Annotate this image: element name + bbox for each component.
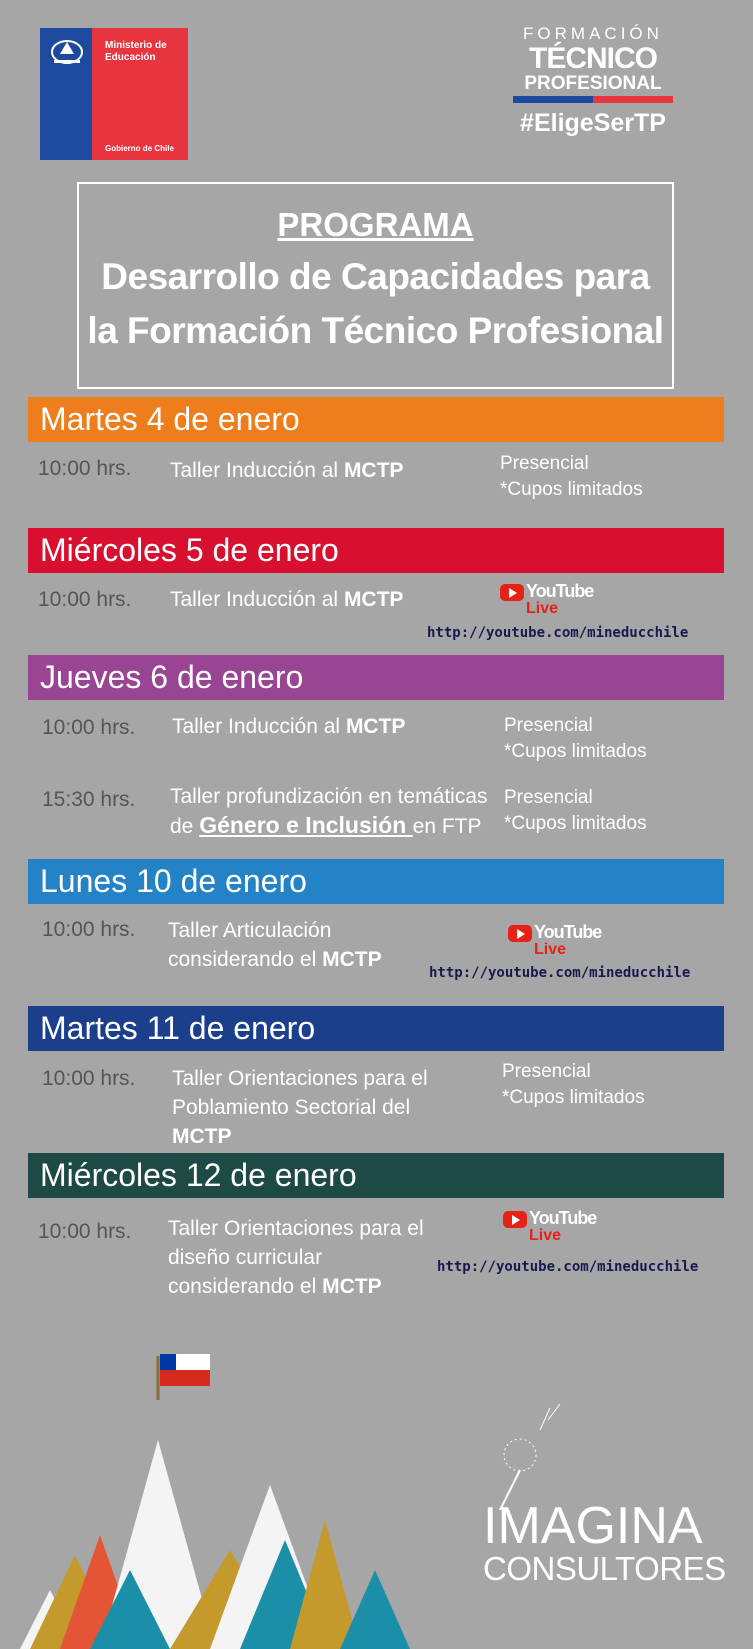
day-bar-1: Martes 4 de enero xyxy=(28,397,724,442)
mode-cupos: *Cupos limitados xyxy=(504,813,647,834)
youtube-icon xyxy=(503,1211,527,1228)
consultores-text: CONSULTORES xyxy=(483,1550,726,1587)
session-mode xyxy=(504,785,647,837)
program-title xyxy=(79,250,672,358)
mode-presencial: Presencial xyxy=(502,1061,591,1082)
desc-text: de xyxy=(170,815,200,838)
desc-line1: Taller profundización en temáticas xyxy=(170,785,488,808)
day-bar-5: Martes 11 de enero xyxy=(28,1006,724,1051)
session-mode xyxy=(504,713,647,765)
day-bar-4: Lunes 10 de enero xyxy=(28,859,724,904)
youtube-icon xyxy=(508,925,532,942)
session-desc xyxy=(168,916,382,974)
day-bar-3: Jueves 6 de enero xyxy=(28,655,724,700)
mountains-illustration xyxy=(20,1340,440,1649)
hashtag: #EligeSerTP xyxy=(520,109,666,137)
desc-bold: MCTP xyxy=(172,1125,232,1148)
mode-cupos: *Cupos limitados xyxy=(502,1087,645,1108)
session-time: 10:00 hrs. xyxy=(42,1067,136,1090)
program-title-line1: Desarrollo de Capacidades para xyxy=(101,256,650,297)
mode-presencial: Presencial xyxy=(504,787,593,808)
youtube-live-badge xyxy=(500,581,594,620)
desc-text: Taller Inducción al xyxy=(172,715,346,738)
desc-text: Taller Inducción al xyxy=(170,588,344,611)
session-time: 10:00 hrs. xyxy=(42,716,136,739)
tp-logo xyxy=(513,24,673,138)
mode-presencial: Presencial xyxy=(500,453,589,474)
desc-bold: MCTP xyxy=(322,1275,382,1298)
desc-line1: Taller Articulación xyxy=(168,919,332,942)
ministry-line1: Ministerio de xyxy=(105,40,167,51)
imagina-text: IMAGINA xyxy=(483,1497,703,1555)
youtube-text: YouTube xyxy=(526,581,594,601)
day-bar-2: Miércoles 5 de enero xyxy=(28,528,724,573)
tp-line3: PROFESIONAL xyxy=(524,73,662,94)
program-title-line2: la Formación Técnico Profesional xyxy=(87,310,664,351)
live-text: Live xyxy=(526,600,559,617)
desc-line2: Poblamiento Sectorial del xyxy=(172,1096,411,1119)
ministry-name xyxy=(105,40,167,64)
session-time: 10:00 hrs. xyxy=(38,1220,132,1243)
youtube-live-badge xyxy=(508,922,602,961)
session-mode xyxy=(500,451,643,503)
session-desc xyxy=(172,1064,428,1151)
desc-bold: MCTP xyxy=(322,948,382,971)
youtube-text: YouTube xyxy=(529,1208,597,1228)
desc-underlined: Género e Inclusión xyxy=(199,812,413,838)
tp-line1: FORMACIÓN xyxy=(523,24,663,43)
title-box xyxy=(77,182,674,389)
session-time: 10:00 hrs. xyxy=(38,588,132,611)
mode-presencial: Presencial xyxy=(504,715,593,736)
ministry-line2: Educación xyxy=(105,52,156,63)
session-time: 10:00 hrs. xyxy=(42,918,136,941)
tp-line2: TÉCNICO xyxy=(529,42,657,75)
session-desc xyxy=(168,1214,424,1301)
government-label: Gobierno de Chile xyxy=(105,144,174,153)
youtube-link[interactable]: http://youtube.com/mineducchile xyxy=(429,965,691,981)
youtube-live-badge xyxy=(503,1208,597,1247)
desc-text: Taller Inducción al xyxy=(170,459,344,482)
programa-heading: PROGRAMA xyxy=(277,206,474,243)
desc-bold: MCTP xyxy=(345,715,406,738)
desc-text-post: en FTP xyxy=(412,815,482,838)
dandelion-icon xyxy=(480,1400,570,1510)
mode-cupos: *Cupos limitados xyxy=(500,479,643,500)
session-time: 10:00 hrs. xyxy=(38,457,132,480)
session-desc xyxy=(170,585,403,614)
desc-line1: Taller Orientaciones para el xyxy=(172,1067,428,1090)
live-text: Live xyxy=(529,1227,562,1244)
live-text: Live xyxy=(534,941,567,958)
desc-line1: Taller Orientaciones para el xyxy=(168,1217,424,1240)
day-bar-6: Miércoles 12 de enero xyxy=(28,1153,724,1198)
imagina-logo xyxy=(483,1497,726,1587)
mineduc-logo xyxy=(40,28,188,160)
desc-text: considerando el xyxy=(168,1275,323,1298)
desc-bold: MCTP xyxy=(343,588,404,611)
youtube-icon xyxy=(500,584,524,601)
youtube-link[interactable]: http://youtube.com/mineducchile xyxy=(427,625,689,641)
coat-of-arms-icon xyxy=(48,34,86,68)
session-mode xyxy=(502,1059,645,1111)
youtube-link[interactable]: http://youtube.com/mineducchile xyxy=(437,1259,699,1275)
tp-flag-bar xyxy=(513,96,673,103)
youtube-text: YouTube xyxy=(534,922,602,942)
session-desc xyxy=(172,712,405,741)
session-time: 15:30 hrs. xyxy=(42,788,136,811)
desc-line2: diseño curricular xyxy=(168,1246,323,1269)
mode-cupos: *Cupos limitados xyxy=(504,741,647,762)
desc-bold: MCTP xyxy=(343,459,404,482)
session-desc xyxy=(170,782,488,841)
desc-text: considerando el xyxy=(168,948,323,971)
session-desc xyxy=(170,456,403,485)
